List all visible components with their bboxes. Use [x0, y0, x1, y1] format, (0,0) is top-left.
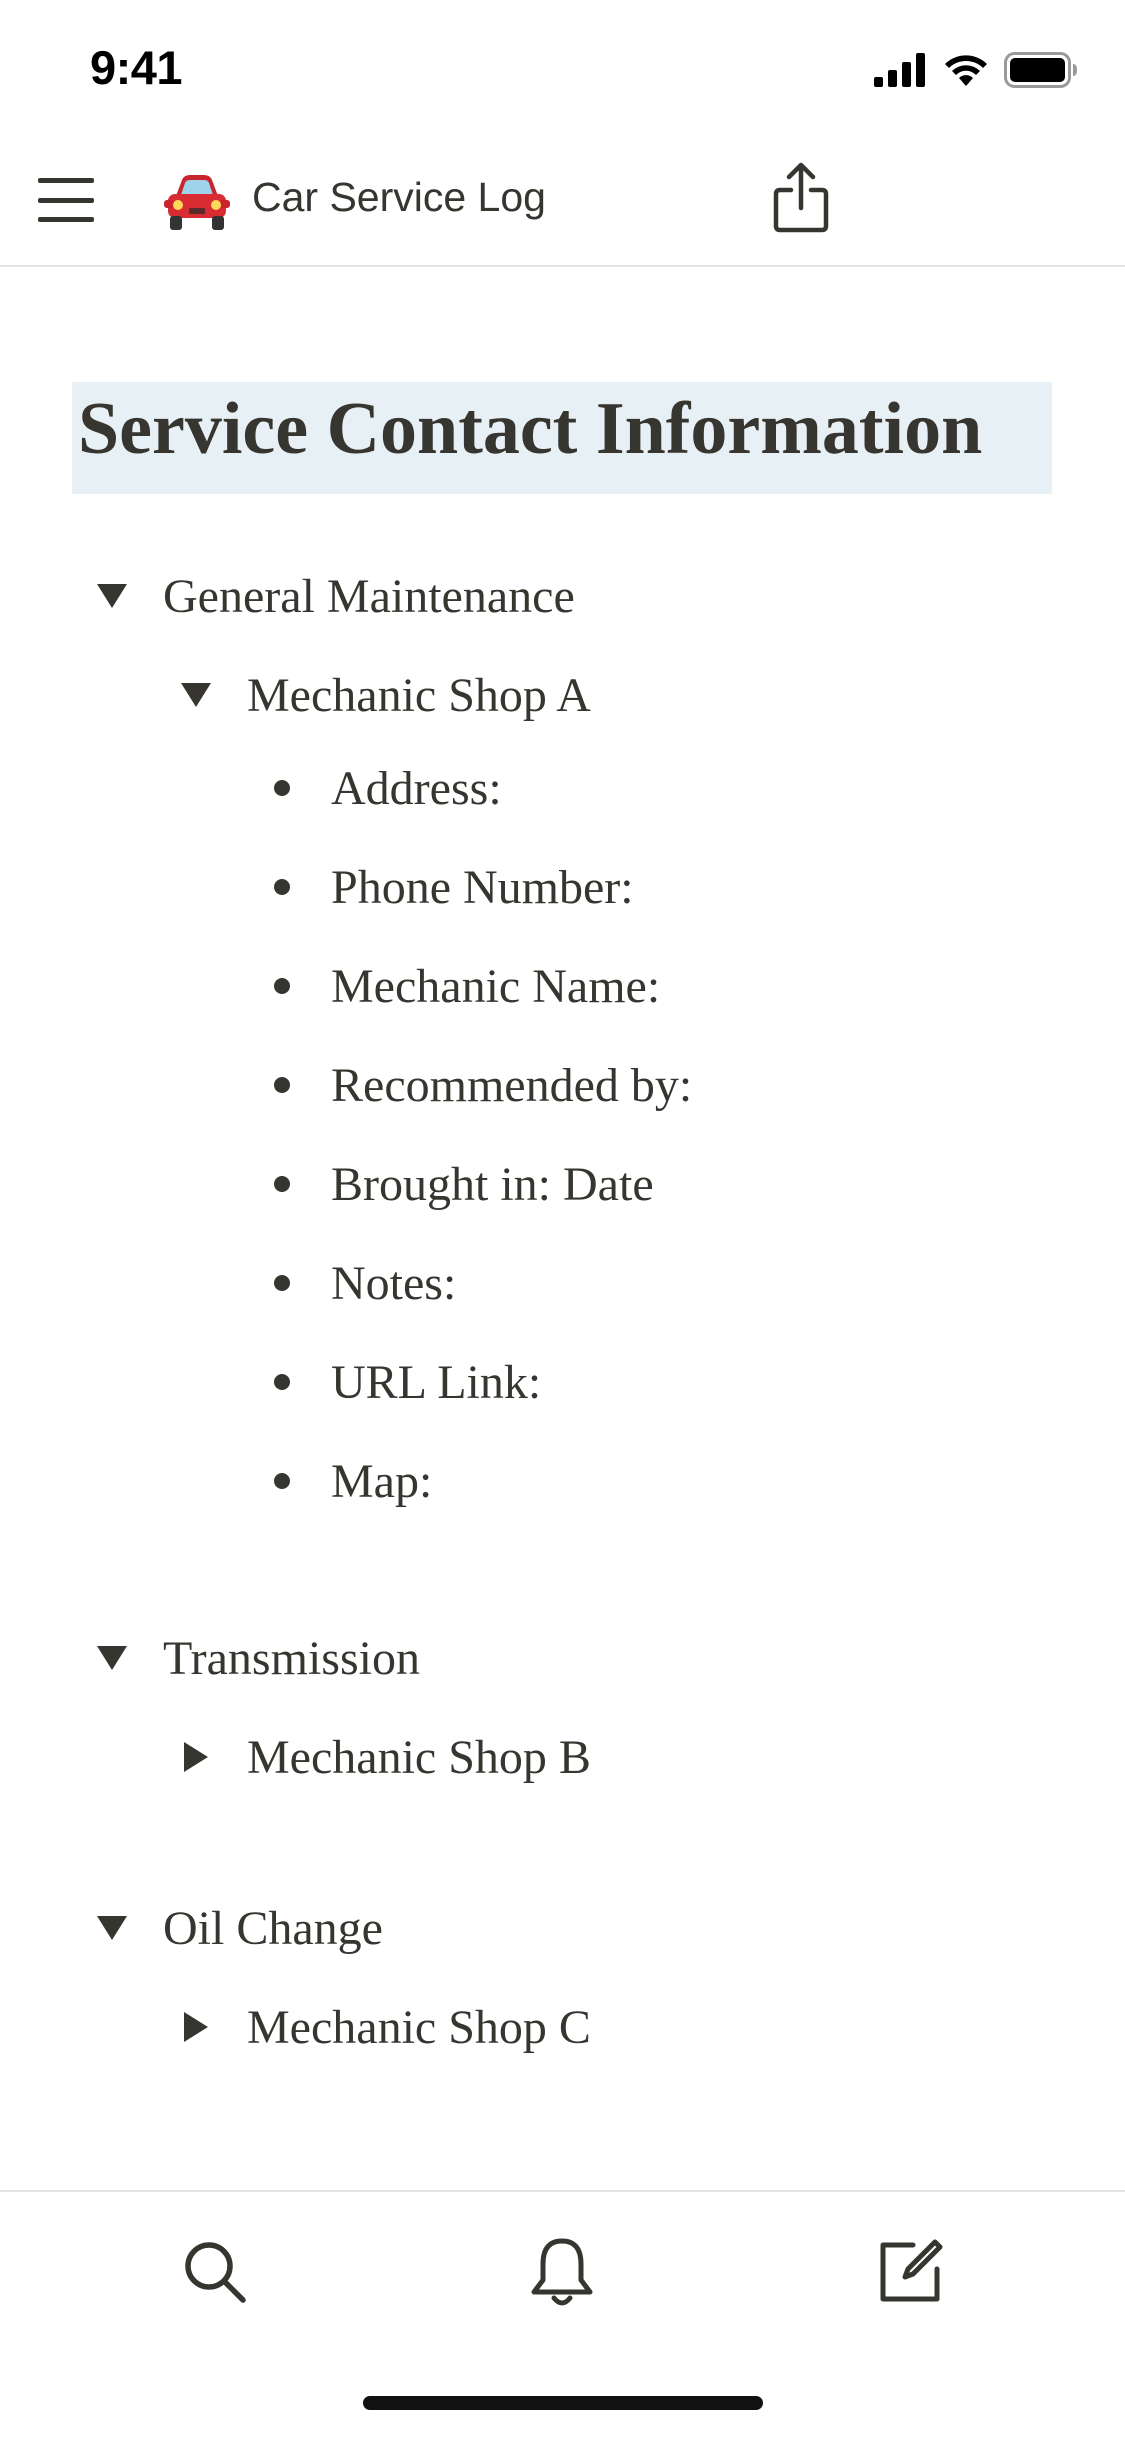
search-button[interactable] [175, 2232, 255, 2312]
triangle-down-icon [97, 1916, 127, 1940]
field-recommended-by[interactable]: Recommended by: [331, 1058, 693, 1112]
bullet-icon [274, 978, 290, 994]
triangle-down-icon [181, 683, 211, 707]
field-map[interactable]: Map: [331, 1454, 433, 1508]
triangle-right-icon [184, 2012, 208, 2042]
new-page-button[interactable] [870, 2232, 950, 2312]
field-mechanic-name[interactable]: Mechanic Name: [331, 959, 661, 1013]
toggle-label-oil-change[interactable]: Oil Change [163, 1901, 383, 1955]
toggle-label-general-maintenance[interactable]: General Maintenance [163, 569, 575, 623]
bullet-icon [274, 780, 290, 796]
toggle-label-mechanic-shop-a[interactable]: Mechanic Shop A [247, 668, 591, 722]
triangle-down-icon [97, 1646, 127, 1670]
field-notes[interactable]: Notes: [331, 1256, 457, 1310]
bullet-icon [274, 1473, 290, 1489]
battery-icon [1004, 52, 1078, 88]
compose-icon [875, 2237, 945, 2307]
home-indicator [363, 2396, 763, 2410]
bullet-icon [274, 1176, 290, 1192]
bell-icon [529, 2236, 595, 2308]
status-icons [874, 50, 1078, 90]
field-phone-number[interactable]: Phone Number: [331, 860, 634, 914]
toggle-mechanic-shop-c[interactable] [176, 2007, 216, 2047]
toggle-transmission[interactable] [92, 1638, 132, 1678]
toggle-label-mechanic-shop-b[interactable]: Mechanic Shop B [247, 1730, 591, 1784]
car-icon [162, 170, 232, 232]
bullet-icon [274, 1374, 290, 1390]
search-icon [182, 2239, 248, 2305]
page-title: Service Contact Information [78, 388, 983, 470]
page-name[interactable]: Car Service Log [252, 174, 546, 220]
triangle-down-icon [97, 584, 127, 608]
menu-button[interactable] [38, 172, 94, 228]
toggle-oil-change[interactable] [92, 1908, 132, 1948]
status-bar [0, 0, 1125, 140]
field-address[interactable]: Address: [331, 761, 502, 815]
status-time: 9:41 [90, 41, 183, 94]
bullet-icon [274, 1275, 290, 1291]
notifications-button[interactable] [522, 2232, 602, 2312]
triangle-right-icon [184, 1742, 208, 1772]
toggle-label-mechanic-shop-c[interactable]: Mechanic Shop C [247, 2000, 591, 2054]
field-url-link[interactable]: URL Link: [331, 1355, 542, 1409]
toggle-mechanic-shop-b[interactable] [176, 1737, 216, 1777]
toggle-label-transmission[interactable]: Transmission [163, 1631, 420, 1685]
hamburger-icon [38, 178, 94, 183]
toggle-general-maintenance[interactable] [92, 576, 132, 616]
field-brought-in[interactable]: Brought in: Date [331, 1157, 654, 1211]
bullet-icon [274, 1077, 290, 1093]
cellular-signal-icon [874, 53, 928, 87]
toggle-mechanic-shop-a[interactable] [176, 675, 216, 715]
wifi-icon [942, 52, 990, 88]
bullet-icon [274, 879, 290, 895]
nav-bar [0, 140, 1125, 267]
share-icon[interactable] [772, 162, 830, 234]
